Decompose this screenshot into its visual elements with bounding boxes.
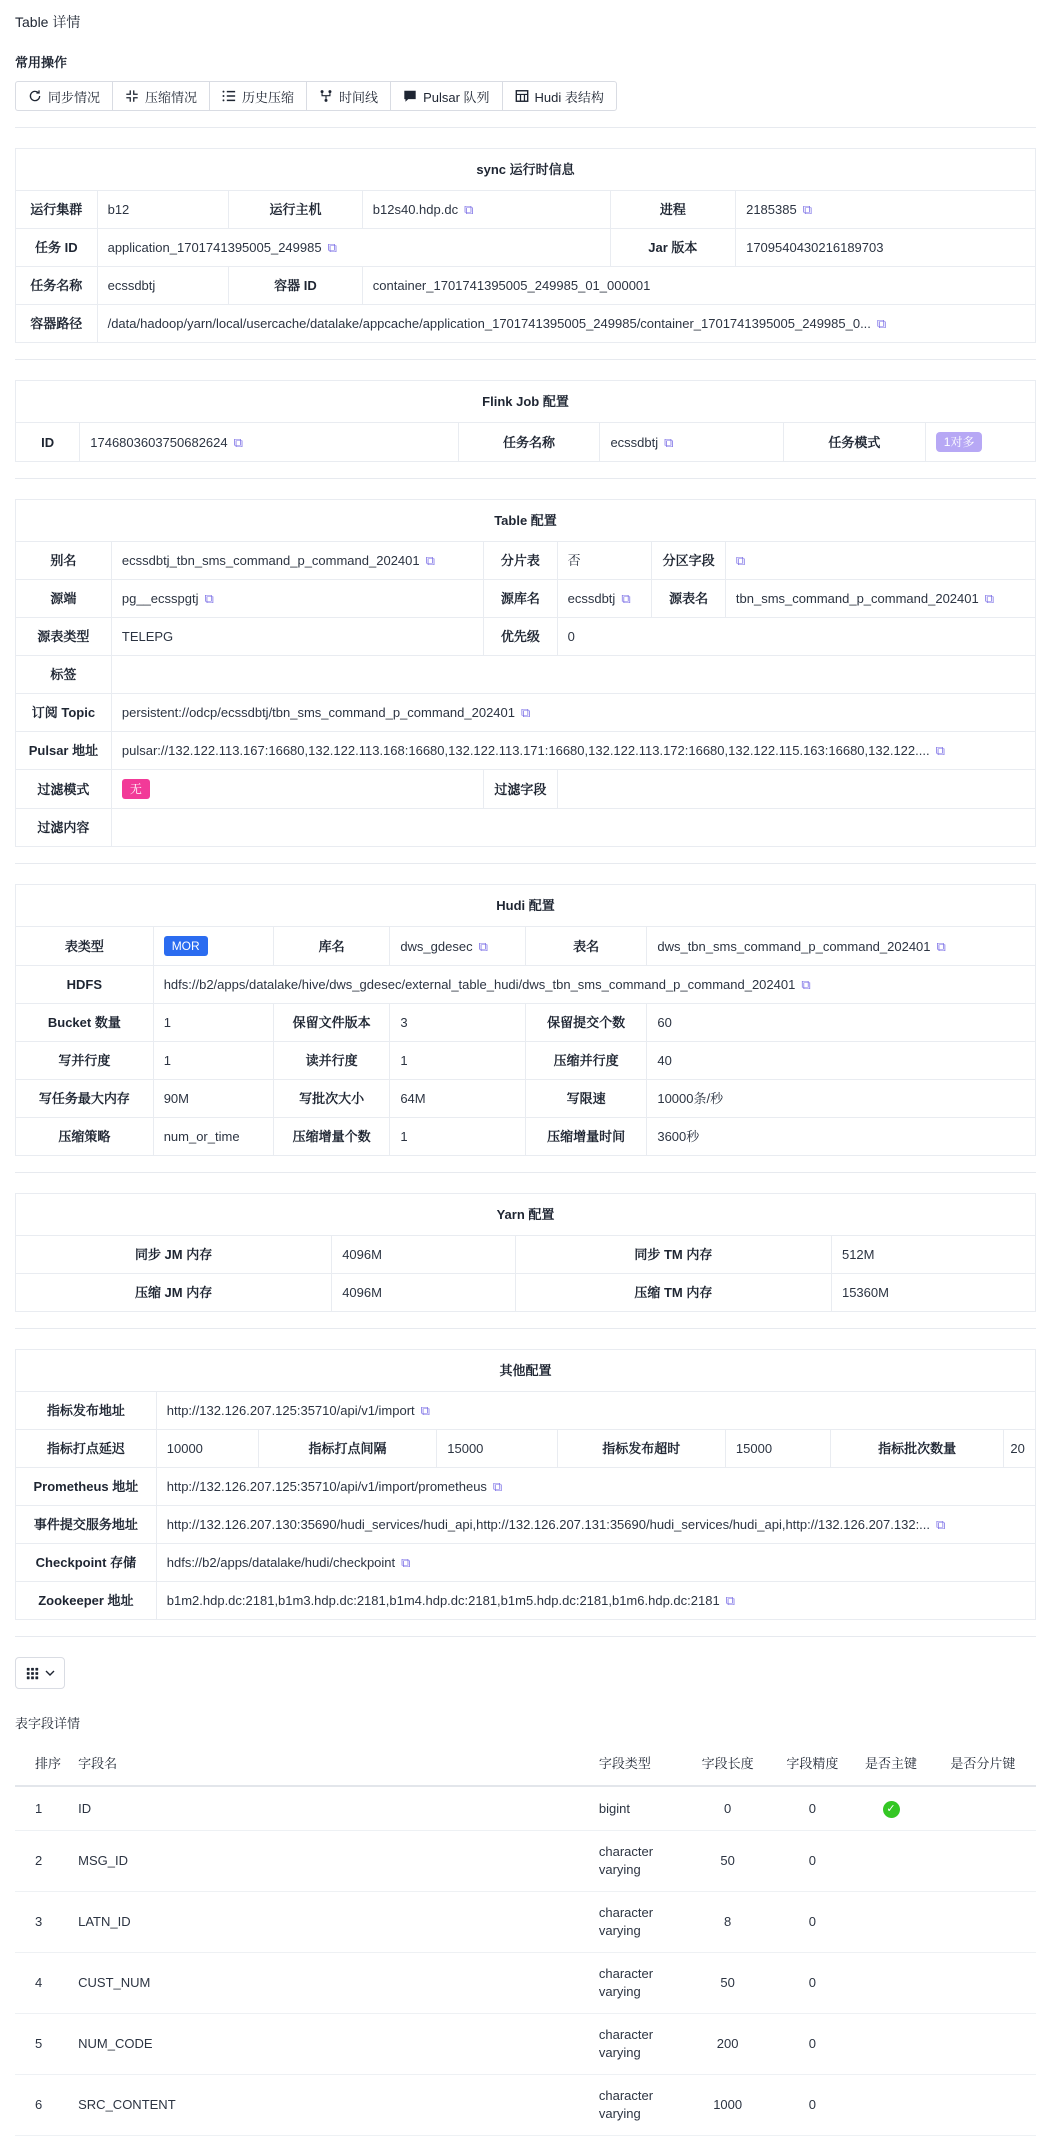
- table-row: [16, 927, 1036, 966]
- label-sync-tm-memory: 同步 TM 内存: [515, 1236, 831, 1274]
- history-compress-button[interactable]: [209, 81, 307, 111]
- table-row: [16, 618, 1036, 656]
- copy-icon[interactable]: ⧉: [984, 591, 995, 606]
- value-alias: ecssdbtj_tbn_sms_command_p_command_202401 ⧉: [111, 542, 483, 580]
- field-type: character varying: [591, 2075, 683, 2136]
- table-row: [16, 1080, 1036, 1118]
- check-circle-icon: ✓: [883, 1801, 900, 1818]
- value-pulsar-address: pulsar://132.122.113.167:16680,132.122.113.168:16680,132.122.113.171:16680,132.122.113.172:16680,132.122.115.163:16680,132.122.... ⧉: [111, 732, 1035, 770]
- label-partition-field: 分区字段: [652, 542, 725, 580]
- field-shard-key: [930, 1786, 1036, 1831]
- value-event-service-address: http://132.126.207.130:35690/hudi_services/hudi_api,http://132.126.207.131:35690/hudi_services/hudi_api,http://132.126.207.132:... ⧉: [156, 1506, 1035, 1544]
- field-primary: [852, 1786, 930, 1831]
- table-icon: [515, 89, 529, 103]
- field-type: character varying: [591, 2014, 683, 2075]
- timeline-icon: [319, 89, 333, 103]
- copy-icon[interactable]: ⧉: [876, 316, 887, 331]
- label-metric-delay: 指标打点延迟: [16, 1430, 157, 1468]
- copy-icon[interactable]: ⧉: [802, 202, 813, 217]
- table-row: [16, 191, 1036, 229]
- label-cluster: 运行集群: [16, 191, 98, 229]
- field-type: character varying: [591, 1831, 683, 1892]
- hudi-config-table: [15, 884, 1036, 1156]
- table-row: [15, 1831, 1036, 1892]
- divider: [15, 863, 1036, 864]
- value-compact-jm-memory: 4096M: [332, 1274, 516, 1312]
- table-row: [15, 1953, 1036, 2014]
- field-order: 2: [15, 1831, 70, 1892]
- field-precision: 0: [773, 1831, 853, 1892]
- value-checkpoint-storage: hdfs://b2/apps/datalake/hudi/checkpoint ⧉: [156, 1544, 1035, 1582]
- value-compact-delta-time: 3600秒: [647, 1118, 1036, 1156]
- divider: [15, 1172, 1036, 1173]
- field-shard-key: [930, 2014, 1036, 2075]
- section-title: 其他配置: [16, 1350, 1036, 1392]
- table-row: [16, 694, 1036, 732]
- mor-badge: MOR: [164, 936, 208, 956]
- value-filter-field: [557, 770, 1035, 809]
- label-filter-mode: 过滤模式: [16, 770, 112, 809]
- label-job-name: 任务名称: [16, 267, 98, 305]
- value-hudi-type: [153, 927, 273, 966]
- label-hdfs: HDFS: [16, 966, 154, 1004]
- field-name: CUST_NUM: [70, 1953, 591, 2014]
- label-compact-jm-memory: 压缩 JM 内存: [16, 1274, 332, 1312]
- copy-icon[interactable]: ⧉: [327, 240, 337, 255]
- table-row: [16, 770, 1036, 809]
- table-row: [16, 1274, 1036, 1312]
- value-hdfs: hdfs://b2/apps/datalake/hive/dws_gdesec/external_table_hudi/dws_tbn_sms_command_p_command_202401 ⧉: [153, 966, 1035, 1004]
- task-mode-badge: 1对多: [936, 432, 983, 452]
- value-tags: [111, 656, 1035, 694]
- value-cluster: b12: [97, 191, 229, 229]
- copy-icon[interactable]: ⧉: [801, 977, 811, 992]
- field-order: 3: [15, 1892, 70, 1953]
- label-metric-publish-address: 指标发布地址: [16, 1392, 157, 1430]
- table-row: [16, 305, 1036, 343]
- table-row: [15, 1786, 1036, 1831]
- label-write-parallelism: 写并行度: [16, 1042, 154, 1080]
- label-event-service-address: 事件提交服务地址: [16, 1506, 157, 1544]
- label-flink-name: 任务名称: [458, 423, 600, 462]
- field-precision: 0: [773, 1786, 853, 1831]
- value-priority: 0: [557, 618, 1035, 656]
- value-source: pg__ecsspgtj ⧉: [111, 580, 483, 618]
- value-compact-delta-num: 1: [390, 1118, 526, 1156]
- label-tags: 标签: [16, 656, 112, 694]
- value-job-id: application_1701741395005_249985 ⧉: [97, 229, 610, 267]
- fields-table: [15, 1740, 1036, 2136]
- field-length: 50: [683, 1831, 773, 1892]
- field-name: MSG_ID: [70, 1831, 591, 1892]
- field-primary: [852, 2075, 930, 2136]
- value-metric-delay: 10000: [156, 1430, 258, 1468]
- label-compact-tm-memory: 压缩 TM 内存: [515, 1274, 831, 1312]
- divider: [15, 1328, 1036, 1329]
- value-write-max-memory: 90M: [153, 1080, 273, 1118]
- table-row: [16, 809, 1036, 847]
- label-source-table: 源表名: [652, 580, 725, 618]
- pulsar-queue-button[interactable]: [390, 81, 502, 111]
- table-config-table: [15, 499, 1036, 847]
- label-metric-batch-count: 指标批次数量: [830, 1430, 1003, 1468]
- value-compact-parallelism: 40: [647, 1042, 1036, 1080]
- sync-status-button[interactable]: [15, 81, 113, 111]
- value-container-id: container_1701741395005_249985_01_000001: [362, 267, 1035, 305]
- page-title: Table 详情: [15, 14, 81, 30]
- field-length: 0: [683, 1786, 773, 1831]
- field-length: 8: [683, 1892, 773, 1953]
- label-container-path: 容器路径: [16, 305, 98, 343]
- table-row: [15, 2014, 1036, 2075]
- field-order: 4: [15, 1953, 70, 2014]
- field-precision: 0: [773, 1953, 853, 2014]
- value-prometheus-address: http://132.126.207.125:35710/api/v1/import/prometheus ⧉: [156, 1468, 1035, 1506]
- col-header-order: 排序: [15, 1740, 70, 1786]
- table-row: [16, 1118, 1036, 1156]
- field-precision: 0: [773, 2014, 853, 2075]
- field-type: bigint: [591, 1786, 683, 1831]
- value-filter-content: [111, 809, 1035, 847]
- copy-icon[interactable]: ⧉: [425, 553, 435, 568]
- table-row: [16, 1236, 1036, 1274]
- value-metric-publish-address: http://132.126.207.125:35710/api/v1/import ⧉: [156, 1392, 1035, 1430]
- field-name: ID: [70, 1786, 591, 1831]
- label-write-batch-size: 写批次大小: [274, 1080, 390, 1118]
- label-topic: 订阅 Topic: [16, 694, 112, 732]
- label-prometheus-address: Prometheus 地址: [16, 1468, 157, 1506]
- col-header-length: 字段长度: [683, 1740, 773, 1786]
- label-container-id: 容器 ID: [229, 267, 363, 305]
- label-source-db: 源库名: [484, 580, 557, 618]
- label-jar-version: Jar 版本: [610, 229, 735, 267]
- value-write-batch-size: 64M: [390, 1080, 526, 1118]
- field-precision: 0: [773, 1892, 853, 1953]
- value-shard-table: 否: [557, 542, 652, 580]
- section-title: Flink Job 配置: [16, 381, 1036, 423]
- sync-icon: [28, 89, 42, 103]
- table-row: [16, 966, 1036, 1004]
- value-container-path: /data/hadoop/yarn/local/usercache/datalake/appcache/application_1701741395005_249985/container_1701741395005_249985_0... ⧉: [97, 305, 1035, 343]
- table-row: [16, 1468, 1036, 1506]
- copy-icon[interactable]: ⧉: [401, 1555, 411, 1570]
- operations-button-group: [15, 81, 617, 111]
- copy-icon[interactable]: ⧉: [936, 938, 946, 954]
- value-flink-id: 1746803603750682624 ⧉: [80, 423, 458, 462]
- field-shard-key: [930, 1892, 1036, 1953]
- value-sync-tm-memory: 512M: [831, 1236, 1035, 1274]
- compress-status-button[interactable]: [112, 81, 210, 111]
- field-order: 6: [15, 2075, 70, 2136]
- table-row: [16, 1582, 1036, 1620]
- button-label: 压缩情况: [145, 89, 198, 105]
- table-row: [16, 1430, 1036, 1468]
- label-priority: 优先级: [484, 618, 557, 656]
- copy-icon[interactable]: ⧉: [420, 1403, 430, 1418]
- value-job-name: ecssdbtj: [97, 267, 229, 305]
- field-shard-key: [930, 1953, 1036, 2014]
- value-partition-field: [725, 542, 1035, 580]
- table-row: [16, 580, 1036, 618]
- field-primary: [852, 1831, 930, 1892]
- col-header-primary: 是否主键: [852, 1740, 930, 1786]
- fields-table-header-row: [15, 1740, 1036, 1786]
- field-order: 5: [15, 2014, 70, 2075]
- label-shard-table: 分片表: [484, 542, 557, 580]
- label-metric-interval: 指标打点间隔: [258, 1430, 437, 1468]
- copy-icon[interactable]: ⧉: [478, 938, 488, 954]
- table-row: [16, 656, 1036, 694]
- flink-job-config-table: [15, 380, 1036, 462]
- table-row: [16, 732, 1036, 770]
- label-compact-delta-num: 压缩增量个数: [274, 1118, 390, 1156]
- table-row: [16, 1506, 1036, 1544]
- button-label: Pulsar 队列: [423, 89, 490, 105]
- label-filter-field: 过滤字段: [484, 770, 557, 809]
- copy-icon[interactable]: ⧉: [521, 705, 531, 720]
- table-row: [15, 1892, 1036, 1953]
- field-name: SRC_CONTENT: [70, 2075, 591, 2136]
- label-host: 运行主机: [229, 191, 363, 229]
- value-source-type: TELEPG: [111, 618, 483, 656]
- divider: [15, 1636, 1036, 1637]
- label-filter-content: 过滤内容: [16, 809, 112, 847]
- field-precision: 0: [773, 2075, 853, 2136]
- value-compact-tm-memory: 15360M: [831, 1274, 1035, 1312]
- fields-detail-heading: 表字段详情: [15, 1716, 81, 1731]
- field-type: character varying: [591, 1892, 683, 1953]
- label-metric-timeout: 指标发布超时: [557, 1430, 725, 1468]
- button-label: 同步情况: [48, 89, 101, 105]
- copy-icon[interactable]: ⧉: [935, 743, 945, 758]
- value-zookeeper-address: b1m2.hdp.dc:2181,b1m3.hdp.dc:2181,b1m4.hdp.dc:2181,b1m5.hdp.dc:2181,b1m6.hdp.dc:2181 ⧉: [156, 1582, 1035, 1620]
- value-metric-batch-count: 20: [1004, 1430, 1036, 1468]
- col-header-name: 字段名: [70, 1740, 591, 1786]
- value-process: 2185385 ⧉: [736, 191, 1036, 229]
- button-label: 时间线: [339, 89, 379, 105]
- common-operations-heading: 常用操作: [15, 55, 68, 70]
- table-row: [15, 2075, 1036, 2136]
- table-row: [16, 229, 1036, 267]
- label-job-id: 任务 ID: [16, 229, 98, 267]
- value-topic: persistent://odcp/ecssdbtj/tbn_sms_command_p_command_202401 ⧉: [111, 694, 1035, 732]
- value-retained-commits: 60: [647, 1004, 1036, 1042]
- value-flink-name: ecssdbtj ⧉: [600, 423, 784, 462]
- value-jar-version: 1709540430216189703: [736, 229, 1036, 267]
- label-pulsar-address: Pulsar 地址: [16, 732, 112, 770]
- label-compact-delta-time: 压缩增量时间: [525, 1118, 646, 1156]
- table-row: [16, 1544, 1036, 1582]
- field-order: 1: [15, 1786, 70, 1831]
- value-write-parallelism: 1: [153, 1042, 273, 1080]
- label-write-rate-limit: 写限速: [525, 1080, 646, 1118]
- field-name: LATN_ID: [70, 1892, 591, 1953]
- button-label: Hudi 表结构: [534, 89, 604, 105]
- message-icon: [403, 89, 417, 103]
- yarn-config-table: [15, 1193, 1036, 1312]
- table-row: [16, 1392, 1036, 1430]
- divider: [15, 359, 1036, 360]
- value-hudi-table: dws_tbn_sms_command_p_command_202401 ⧉: [647, 927, 1036, 966]
- field-primary: [852, 1953, 930, 2014]
- divider: [15, 127, 1036, 128]
- label-sync-jm-memory: 同步 JM 内存: [16, 1236, 332, 1274]
- label-process: 进程: [610, 191, 735, 229]
- copy-icon[interactable]: ⧉: [492, 1479, 503, 1494]
- copy-icon[interactable]: ⧉: [936, 1517, 946, 1532]
- value-metric-interval: 15000: [437, 1430, 557, 1468]
- label-source-type: 源表类型: [16, 618, 112, 656]
- label-flink-id: ID: [16, 423, 80, 462]
- value-write-rate-limit: 10000条/秒: [647, 1080, 1036, 1118]
- label-file-versions: 保留文件版本: [274, 1004, 390, 1042]
- label-read-parallelism: 读并行度: [274, 1042, 390, 1080]
- label-retained-commits: 保留提交个数: [525, 1004, 646, 1042]
- value-compact-strategy: num_or_time: [153, 1118, 273, 1156]
- label-checkpoint-storage: Checkpoint 存储: [16, 1544, 157, 1582]
- field-name: NUM_CODE: [70, 2014, 591, 2075]
- value-filter-mode: [111, 770, 483, 809]
- label-hudi-table: 表名: [525, 927, 646, 966]
- label-compact-parallelism: 压缩并行度: [525, 1042, 646, 1080]
- filter-mode-badge: 无: [122, 779, 150, 799]
- sync-runtime-table: [15, 148, 1036, 343]
- table-row: [16, 1042, 1036, 1080]
- value-sync-jm-memory: 4096M: [332, 1236, 516, 1274]
- section-title: Hudi 配置: [16, 885, 1036, 927]
- compress-icon: [125, 89, 139, 103]
- col-header-precision: 字段精度: [773, 1740, 853, 1786]
- timeline-button[interactable]: [306, 81, 391, 111]
- label-alias: 别名: [16, 542, 112, 580]
- table-row: [16, 1004, 1036, 1042]
- value-bucket-count: 1: [153, 1004, 273, 1042]
- label-bucket-count: Bucket 数量: [16, 1004, 154, 1042]
- field-length: 1000: [683, 2075, 773, 2136]
- field-shard-key: [930, 1831, 1036, 1892]
- copy-icon[interactable]: ⧉: [621, 591, 631, 606]
- column-settings-dropdown-button[interactable]: [15, 1657, 65, 1689]
- copy-icon[interactable]: ⧉: [204, 591, 214, 606]
- list-icon: [222, 89, 236, 103]
- chevron-down-icon: [45, 1670, 55, 1676]
- field-length: 200: [683, 2014, 773, 2075]
- label-task-mode: 任务模式: [784, 423, 926, 462]
- value-source-table: tbn_sms_command_p_command_202401 ⧉: [725, 580, 1035, 618]
- field-primary: [852, 2014, 930, 2075]
- label-hudi-type: 表类型: [16, 927, 154, 966]
- copy-icon[interactable]: ⧉: [664, 434, 674, 450]
- value-source-db: ecssdbtj ⧉: [557, 580, 652, 618]
- field-shard-key: [930, 2075, 1036, 2136]
- section-title: sync 运行时信息: [16, 149, 1036, 191]
- col-header-type: 字段类型: [591, 1740, 683, 1786]
- other-config-table: [15, 1349, 1036, 1620]
- value-hudi-db: dws_gdesec ⧉: [390, 927, 526, 966]
- copy-icon[interactable]: ⧉: [233, 434, 243, 450]
- section-title: Table 配置: [16, 500, 1036, 542]
- table-row: [16, 542, 1036, 580]
- section-title: Yarn 配置: [16, 1194, 1036, 1236]
- copy-icon[interactable]: ⧉: [464, 202, 474, 217]
- field-type: character varying: [591, 1953, 683, 2014]
- table-row: [16, 423, 1036, 462]
- copy-icon[interactable]: ⧉: [725, 1593, 735, 1608]
- field-primary: [852, 1892, 930, 1953]
- value-host: b12s40.hdp.dc ⧉: [362, 191, 610, 229]
- copy-icon[interactable]: ⧉: [735, 553, 746, 568]
- label-write-max-memory: 写任务最大内存: [16, 1080, 154, 1118]
- divider: [15, 478, 1036, 479]
- value-file-versions: 3: [390, 1004, 526, 1042]
- button-label: 历史压缩: [242, 89, 295, 105]
- value-metric-timeout: 15000: [725, 1430, 830, 1468]
- hudi-table-structure-button[interactable]: [502, 81, 617, 111]
- grid-icon: [26, 1667, 39, 1680]
- value-task-mode: [925, 423, 1035, 462]
- value-read-parallelism: 1: [390, 1042, 526, 1080]
- label-zookeeper-address: Zookeeper 地址: [16, 1582, 157, 1620]
- label-source: 源端: [16, 580, 112, 618]
- col-header-shard-key: 是否分片键: [930, 1740, 1036, 1786]
- label-compact-strategy: 压缩策略: [16, 1118, 154, 1156]
- label-hudi-db: 库名: [274, 927, 390, 966]
- field-length: 50: [683, 1953, 773, 2014]
- table-row: [16, 267, 1036, 305]
